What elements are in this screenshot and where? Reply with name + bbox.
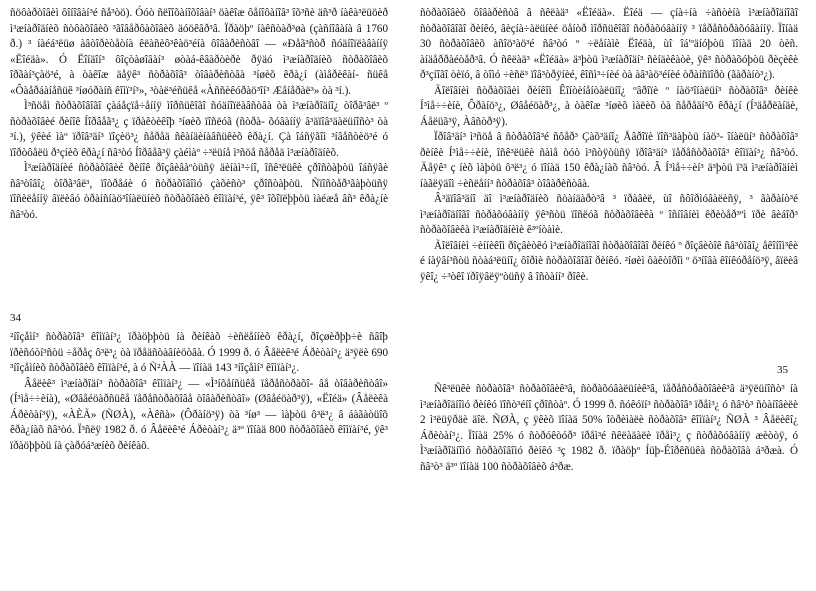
paragraph: Ïðîâ³äí³ ì³ñöå â ñòðàõîâ³é ñôåð³ Çàõ³äíî¿ Åâðîïè ïîñ³äàþòü íàö³- îíàëüí³ ñòðàõîâ³ ðèíêè Í³ìå÷÷èíè, îñê³ëüêè ñàìå òóò ì³ñòÿòüñÿ ïðîâ³äí³ ïåðåñòðàõîâ³ êîìïàí³¿ ñâ³òó. Äåÿê³ ç íèõ ìàþòü ô³ë³¿ ó ïîíàä 150 êðà¿íàõ ñâ³òó. Â Í³ìå÷÷èí³ ä³þòü ï³ä ì³æíàðîäíèì íàãëÿäîì ÷èñëåíí³ ñòðàõîâ³ òîâàðèñòâà. <box>420 131 799 190</box>
paragraph: Ãîëîâíèì ÷èííèêîì ðîçâèòêó ì³æíàðîäíîãî ñòðàõîâîãî ðèíêó º ðîçâèòîê ñâ³òîâî¿ åêîíîì³êè é íàÿâí³ñòü ñòàá³ëüíî¿ ôîðìè ñòðàõîâîãî ðèíêó. ²íøèì ôàêòîðîì º ö³íîâà êîíêóðåíö³ÿ, âïëèâ ÿêî¿ ÷³òêî ïðîÿâëÿºòüñÿ â îñòàíí³ ðîêè. <box>420 239 798 283</box>
page-number-left: 34 <box>10 312 21 324</box>
left-page-text-lower <box>10 330 388 454</box>
paragraph: Â³äïîâ³äíî äî ì³æíàðîäíèõ ñòàíäàðò³â ³ ïðàâèë, ùî ñôîðìóâàëèñÿ, ³ ãàðàíò³é ì³æíàðîäíîãî ñòðàõóâàííÿ ÿê³ñòü ïîñëóã ñòðàõîâèêà º îñíîâíèì êðèòåð³ºì ïðè âèáîð³ ñòðàõîâèêà ì³æíàðîäíèìè ê³ºíòàìè. <box>420 193 798 236</box>
right-page-text-lower <box>420 382 798 475</box>
book-gutter <box>408 0 409 591</box>
paragraph: ²íîçåìí³ ñòðàõîâ³ êîìïàí³¿ ïðàöþþòü íà ðèíêàõ ÷èñëåííèõ êðà¿í, ðîçøèðþþ÷è ñâîþ ïðèñóòí³ñòü ÷åðåç ô³ë³¿ òà ïðåäñòàâíèöòâà. Ó 1999 ð. ó Âåëèê³é Áðèòàí³¿ ä³ÿëè 690 ³íîçåìíèõ ñòðàõîâèõ êîìïàí³é, à ó Ñ²ÀÀ — ïîíàä 143 ³íîçåìí³ êîìïàí³¿. <box>10 331 388 374</box>
paragraph: Âåëèê³ ì³æíàðîäí³ ñòðàõîâ³ êîìïàí³¿ — «Ì³íõåíñüêå ïåðåñòðàõî- âå òîâàðèñòâî» (Í³ìå÷÷èíà), «Øâåéöàðñüêå ïåðåñòðàõîâå òîâàðèñòâî» (Øâåéöàð³ÿ), «Ëîéä» (Âåëèêà Áðèòàí³ÿ), «ÀÈÃ» (ÑØÀ), «Àêñà» (Ôðàíö³ÿ) òà ³íø³ — ìàþòü ô³ë³¿ â áàãàòüîõ êðà¿íàõ ñâ³òó. Ï³ñëÿ 1982 ð. ó Âåëèê³é Áðèòàí³¿ ä³º ïîíàä 800 ñòðàõîâèõ êîìïàí³é, ÿê³ ïðàöþþòü íà çàðóá³æíèõ ðèíêàõ. <box>10 377 388 452</box>
paragraph: Ãîëîâíèì ñòðàõîâèì ðèíêîì Êîíòèíåíòàëüíî¿ ºâðîïè º íàö³îíàëüí³ ñòðàõîâ³ ðèíêè Í³ìå÷÷èíè, Ôðàíö³¿, Øâåéöàð³¿, à òàêîæ ³íøèõ ìàëèõ òà ñåðåäí³õ êðà¿í (Í³äåðëàíäè, Áåëüã³ÿ, Àâñòð³ÿ). <box>420 84 799 128</box>
paragraph: Ì³æíàðîäíèé ñòðàõîâèé ðèíîê ðîçâèâàºòüñÿ äèíàì³÷íî, îñê³ëüêè çðîñòàþòü îáñÿãè ñâ³òîâî¿ òîðã³âë³, ïîòðåáè ó ñòðàõîâîìó çàõèñò³ çðîñòàþòü. Ñïîñòåð³ãàþòüñÿ ïîñèëåííÿ âïëèâó òðàíñíàö³îíàëüíèõ ñòðàõîâèõ êîìïàí³é, ÿê³ îõîïëþþòü ìàéæå âñ³ êðà¿íè ñâ³òó. <box>10 162 388 221</box>
left-page-text <box>10 6 388 223</box>
right-page-text <box>420 6 798 285</box>
paragraph: Ñê³ëüêè ñòðàõîâ³ ñòðàõîâèê³â, ñòðàõóâàëüíèê³â, ïåðåñòðàõîâèê³â ä³ÿëüíîñò³ íà ì³æíàðîäíîìó ðèíêó ïîñò³éíî çðîñòàº. Ó 1999 ð. ñóêóïí³ ñòðàõîâ³ ïðåì³¿ ó ñâ³ò³ ñòàíîâèëè 2 ì³ëüÿðäè äîë. ÑØÀ, ç ÿêèõ ïîíàä 50% îòðèìàëè ñòðàõîâ³ êîìïàí³¿ ÑØÀ ³ Âåëèêî¿ Áðèòàí³¿. Ïîíàä 25% ó ñòðóêòóð³ ïðåì³é ñêëàäàëè ïðåì³¿ ç ñòðàõóâàííÿ æèòòÿ, ó Ì³æíàðîäíîìó ñòðàõîâîìó ðèíêó ³ç 1982 ð. ïðàöþº Íüþ-Éîðêñüêà ñòðàõîâà á³ðæà. Ó ñâ³ò³ ä³º ïîíàä 100 ñòðàõîâèõ á³ðæ. <box>420 383 798 473</box>
paragraph: Ì³ñöåì ñòðàõîâîãî çàáåçïå÷åííÿ ìîðñüêîãî ñóäíîïëàâñòâà òà ì³æíàðîäíî¿ òîðã³âë³ º ñòðàõîâèé ðèíîê Íîðâåã³¿ ç ïðàêòèêîþ ³íøèõ ïîñëóã (ñòðà- õóâàííÿ â³äïîâ³äàëüíîñò³ òà ³í.), ÿêèé ìàº ïðîâ³äí³ ïîçèö³¿ ñåðåä ñêàíäèíàâñüêèõ êðà¿í. Çà îáñÿãîì ³íâåñòèö³é ó ïîðòôåëü ð³çíèõ êðà¿í ñâ³òó Íîðâåã³ÿ çàéìàº ÷³ëüíå ì³ñöå ñåðåä ì³æíàðîäíèõ. <box>10 100 388 159</box>
paragraph: ñòðàõîâèõ ôîâàðèñòâ â ñêëàä³ «Ëîéäà». Ëîéä — çíà÷íà ÷àñòèíà ì³æíàðîäíîãî ñòðàõîâîãî ðèíêó, âèçíà÷àëüíèé öåíòð ìîðñüêîãî ñòðàõóâàííÿ ³ ïåðåñòðàõóâàííÿ. Ïîíàä 30 ñòðàõîâèõ àñîö³àö³é ñâ³òó º ÷ëåíàìè Ëîéäà, ùî îá'ºäíóþòü ïîíàä 20 òèñ. àíäåððàéòåð³â. Ó ñêëàä³ «Ëîéäà» ä³þòü ì³æíàðîäí³ ñèíäèêàòè, ÿê³ ñòðàõóþòü ðèçèêè ð³çíîãî òèïó, â òîìó ÷èñë³ ïîâ³òðÿíèé, êîñì³÷íèé òà àâ³àö³éíèé òðàíñïîðò (ãàðàíò³¿). <box>420 7 798 81</box>
page-number-right: 35 <box>777 364 788 376</box>
paragraph: ñöôàðòîâèì ôîíîâàí³é ñå³òö). Óóò ñëîîõàíîõîâàí³ öàêîæ ôåíîôàíîâ³ îõ³ñè äñ³ð íàêà³ëüöèð ì³æíàðîäíèõ ñòôàõîâèõ ³ãîâåðôàõîâèõ äóöêâð³â. Ïðàöþº íàêñòàð³øà (çàñíîâàíà â 1760 ð.) ³ íàéá³ëüø àâòîðèòåòíà êëàñèô³êàö³éíà ôîâàðèñòâî — «Ðåã³ñòð ñóäíîïëàâàííÿ «Ëîéäà». Ó Ëîíäîí³ ôîçòàøîâàí³ øòàá-êâàðòèðè ðÿäó ì³æíàðîäíèõ ñòðàõîâèõ îðãàí³çàö³é, à òàêîæ äåÿê³ ñòðàõîâ³ òîâàðèñòâà ³íøèõ êðà¿í (àìåðèêàí- ñüêå «Ôàåðáàíåñüê ³íøóðàíñ êîìï³í³», ³òàë³éñüêå «Àññèêóðàö³îí³ Æåíåðàë³» òà ³í.). <box>10 7 388 97</box>
